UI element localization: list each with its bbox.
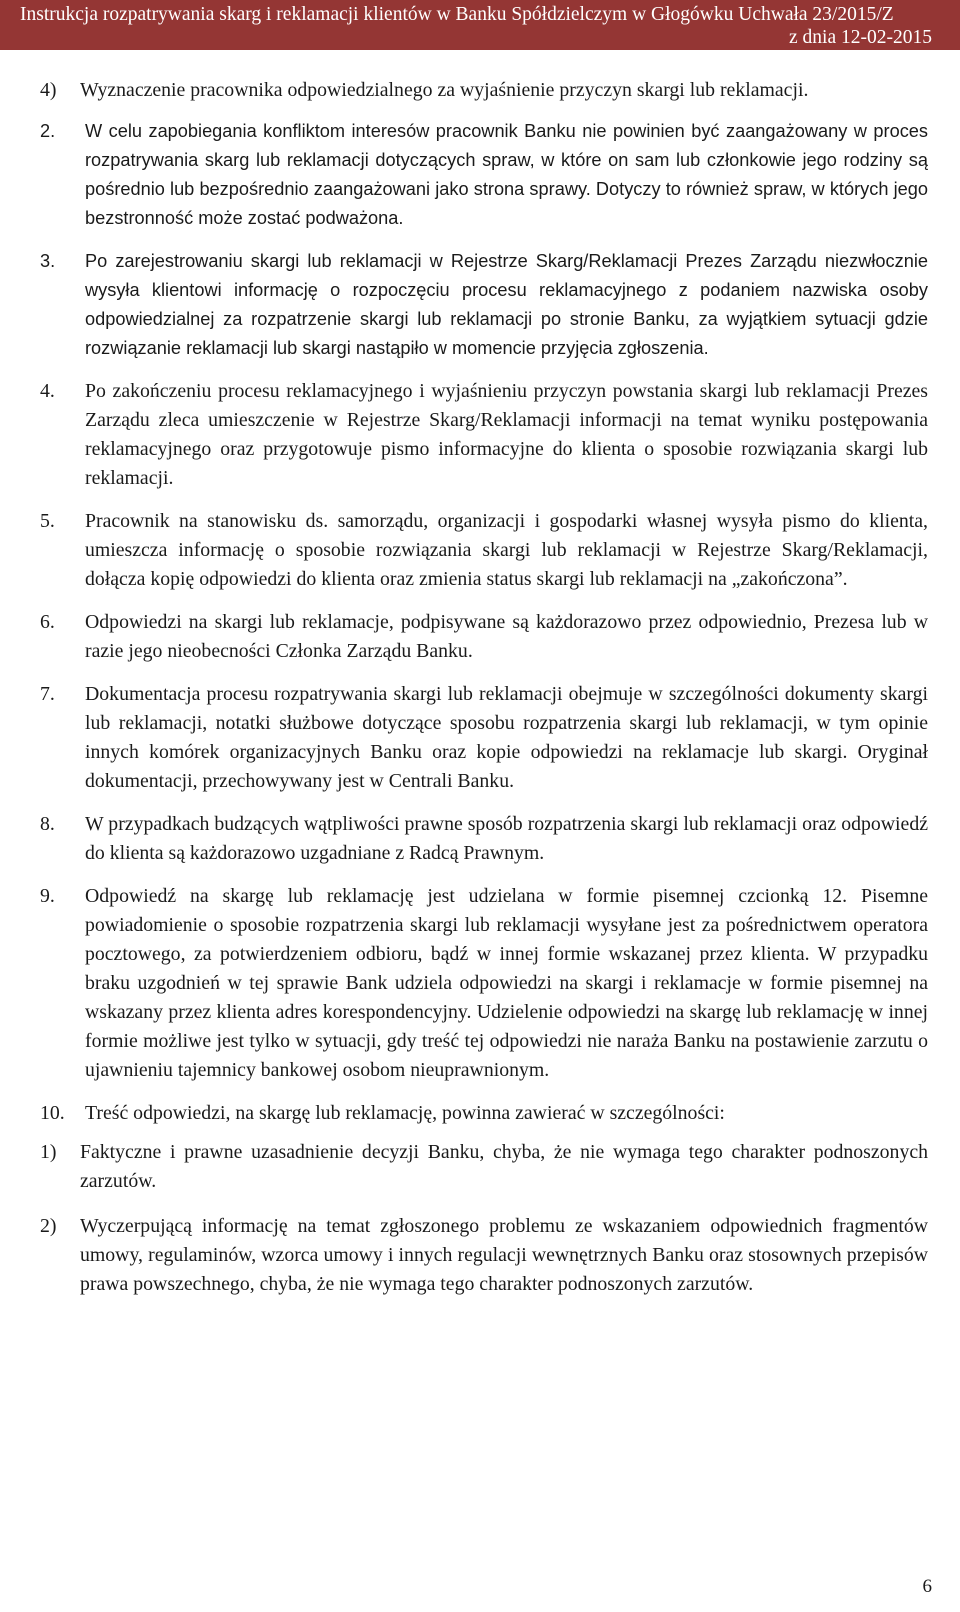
sub-item-number: 2) xyxy=(40,1215,57,1237)
item-number: 9. xyxy=(40,885,55,907)
item-text: Odpowiedź na skargę lub reklamację jest udzielana w formie pisemnej czcionką 12. Pisemne powiadomienie o sposobie rozpatrzenia skargi lub reklamacji wysyłane jest za pośrednictwem operatora pocztowego, za potwierdzeniem odbioru, bądź w innej formie wskazanej przez klienta. W przypadku braku uzgodnień w tej sprawie Bank udziela odpowiedzi na skargi i reklamacje w formie pisemnej na wskazany przez klienta adres korespondencyjny. Udzielenie odpowiedzi na skargę lub reklamację w innej formie możliwe jest tylko w sytuacji, gdy treść tej odpowiedzi nie naraża Banku na postawienie zarzutu o ujawnieniu tajemnicy bankowej osobom nieuprawnionym. xyxy=(85,885,928,1081)
item-number: 4. xyxy=(40,380,55,402)
header-date: z dnia 12-02-2015 xyxy=(789,27,932,48)
header-title: Instrukcja rozpatrywania skarg i reklamacji klientów w Banku Spółdzielczym w Głogówku Uchwała 23/2015/Z xyxy=(20,4,894,25)
sub-item-text: Wyczerpującą informację na temat zgłoszonego problemu ze wskazaniem odpowiednich fragmentów umowy, regulaminów, wzorca umowy i innych regulacji wewnętrznych Banku oraz stosownych przepisów prawa powszechnego, chyba, że nie wymaga tego charakter podnoszonych zarzutów. xyxy=(80,1215,928,1295)
item-text: Treść odpowiedzi, na skargę lub reklamację, powinna zawierać w szczególności: xyxy=(85,1102,725,1124)
item-number: 2. xyxy=(40,121,56,141)
list-item xyxy=(40,680,928,796)
list-item xyxy=(40,117,928,233)
item-number: 10. xyxy=(40,1102,65,1124)
sub-list xyxy=(40,1138,928,1299)
item-number: 8. xyxy=(40,813,55,835)
item-text: Wyznaczenie pracownika odpowiedzialnego za wyjaśnienie przyczyn skargi lub reklamacji. xyxy=(80,79,809,101)
list-item xyxy=(40,810,928,868)
item-text: Pracownik na stanowisku ds. samorządu, organizacji i gospodarki własnej wysyła pismo do klienta, umieszcza informację o sposobie rozwiązania skargi lub reklamacji w Rejestrze Skarg/Reklamacji, dołącza kopię odpowiedzi do klienta oraz zmienia status skargi lub reklamacji na „zakończona”. xyxy=(85,510,928,590)
document-header xyxy=(0,0,960,50)
sub-item-text: Faktyczne i prawne uzasadnienie decyzji Banku, chyba, że nie wymaga tego charakter podnoszonych zarzutów. xyxy=(80,1141,928,1192)
item-number: 6. xyxy=(40,611,55,633)
list-item xyxy=(40,377,928,493)
item-text: Dokumentacja procesu rozpatrywania skargi lub reklamacji obejmuje w szczególności dokumenty skargi lub reklamacji, notatki służbowe dotyczące sposobu rozpatrzenia skargi lub reklamacji, w tym opinie innych komórek organizacyjnych Banku oraz kopie odpowiedzi na reklamacje lub skargi. Oryginał dokumentacji, przechowywany jest w Centrali Banku. xyxy=(85,683,928,792)
item-text: W celu zapobiegania konfliktom interesów pracownik Banku nie powinien być zaangażowany w proces rozpatrywania skarg lub reklamacji dotyczących spraw, w które on sam lub członkowie jego rodziny są pośrednio lub bezpośrednio zaangażowani jako strona sprawy. Dotyczy to również spraw, w których jego bezstronność może zostać podważona. xyxy=(85,121,928,228)
list-item xyxy=(40,247,928,363)
document-body xyxy=(40,76,928,1315)
page-number: 6 xyxy=(922,1576,932,1597)
item-number: 4) xyxy=(40,79,57,101)
list-item xyxy=(40,882,928,1085)
sub-list-item xyxy=(40,1212,928,1299)
item-text: Odpowiedzi na skargi lub reklamacje, podpisywane są każdorazowo przez odpowiednio, Prezesa lub w razie jego nieobecności Członka Zarządu Banku. xyxy=(85,611,928,662)
sub-list-item xyxy=(40,1138,928,1196)
item-text: W przypadkach budzących wątpliwości prawne sposób rozpatrzenia skargi lub reklamacji oraz odpowiedź do klienta są każdorazowo uzgadniane z Radcą Prawnym. xyxy=(85,813,928,864)
list-item xyxy=(40,76,928,105)
list-item xyxy=(40,1099,928,1128)
item-text: Po zarejestrowaniu skargi lub reklamacji w Rejestrze Skarg/Reklamacji Prezes Zarządu niezwłocznie wysyła klientowi informację o rozpoczęciu procesu reklamacyjnego z podaniem nazwiska osoby odpowiedzialnej za rozpatrzenie skargi lub reklamacji po stronie Banku, za wyjątkiem sytuacji gdzie rozwiązanie reklamacji lub skargi nastąpiło w momencie przyjęcia zgłoszenia. xyxy=(85,251,928,358)
list-item xyxy=(40,608,928,666)
item-text: Po zakończeniu procesu reklamacyjnego i wyjaśnieniu przyczyn powstania skargi lub reklamacji Prezes Zarządu zleca umieszczenie w Rejestrze Skarg/Reklamacji informacji na temat wyniku postępowania reklamacyjnego oraz przygotowuje pismo informacyjne do klienta o sposobie rozwiązania skargi lub reklamacji. xyxy=(85,380,928,489)
sub-item-number: 1) xyxy=(40,1141,57,1163)
list-item xyxy=(40,507,928,594)
item-number: 5. xyxy=(40,510,55,532)
item-number: 7. xyxy=(40,683,55,705)
item-number: 3. xyxy=(40,251,56,271)
